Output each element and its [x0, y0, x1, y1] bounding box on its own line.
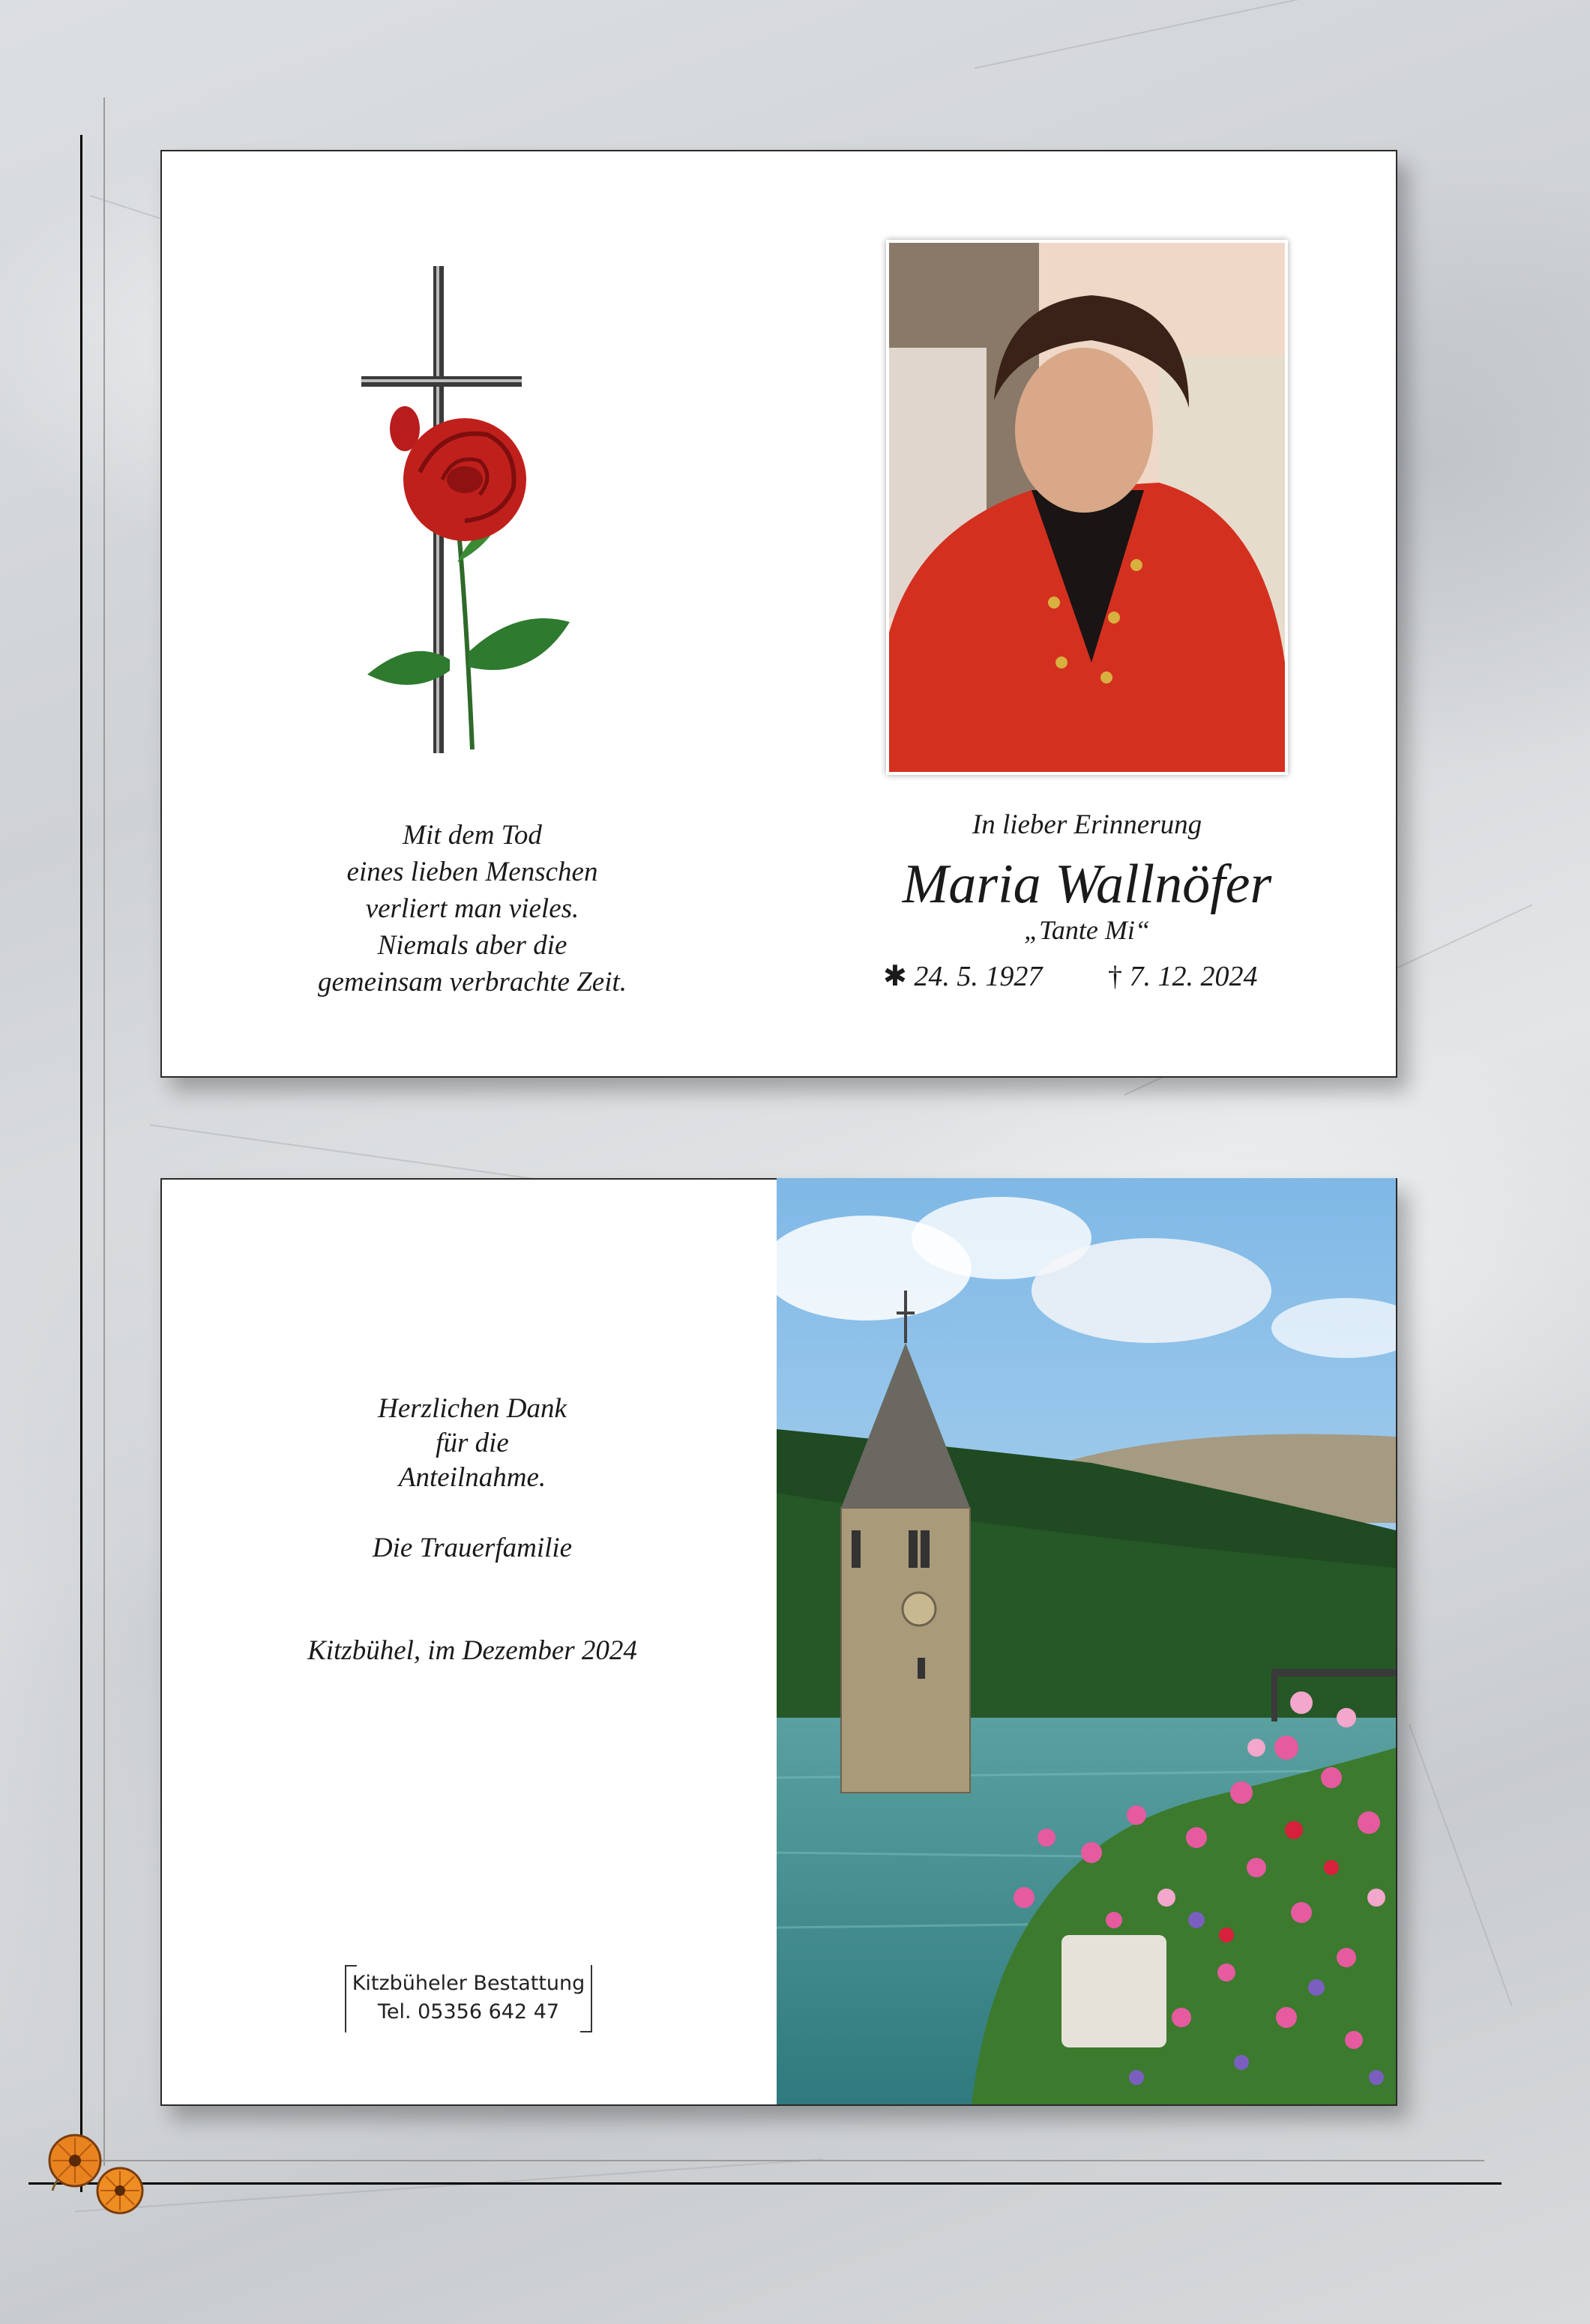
- corner-flowers-icon: [30, 2119, 172, 2224]
- stamp-bracket: [580, 1965, 592, 2032]
- memorial-intro: In lieber Erinnerung: [972, 809, 1202, 840]
- portrait-photo: [886, 240, 1288, 775]
- poem-line: Niemals aber die: [377, 930, 567, 961]
- marble-vein: [1409, 1724, 1513, 2007]
- poem: [240, 817, 705, 1000]
- deceased-nickname: „Tante Mi“: [1024, 915, 1150, 945]
- thanks-line: Anteilnahme.: [398, 1462, 546, 1493]
- undertaker-phone: Tel. 05356 642 47: [377, 2000, 560, 2023]
- birth-date: 24. 5. 1927: [914, 961, 1043, 992]
- place-date: Kitzbühel, im Dezember 2024: [307, 1635, 637, 1666]
- frame-horizontal-thin-line: [75, 2160, 1484, 2161]
- death-date-line: [1108, 958, 1295, 995]
- thanks-line: Herzlichen Dank: [378, 1393, 567, 1424]
- cross-rose-image: [292, 232, 645, 787]
- death-cross-icon: †: [1108, 961, 1122, 992]
- frame-vertical-thin-line: [103, 97, 105, 2166]
- poem-line: verliert man vieles.: [365, 893, 579, 924]
- marble-vein: [75, 2158, 823, 2212]
- frame-horizontal-line: [28, 2182, 1502, 2185]
- poem-line: eines lieben Menschen: [346, 857, 598, 887]
- death-date: 7. 12. 2024: [1129, 961, 1258, 992]
- marble-vein: [975, 0, 1562, 69]
- poem-line: Mit dem Tod: [403, 820, 542, 851]
- lake-church-tower-image: [777, 1178, 1396, 2104]
- poem-line: gemeinsam verbrachte Zeit.: [317, 967, 627, 997]
- undertaker-name: Kitzbüheler Bestattung: [352, 1972, 585, 1995]
- undertaker-stamp: [345, 1965, 592, 2031]
- thanks-line: für die: [436, 1428, 509, 1458]
- birth-star-icon: ✱: [883, 961, 907, 992]
- frame-vertical-line: [80, 135, 82, 2192]
- thanks-block: [240, 1392, 705, 1495]
- birth-date-line: [883, 958, 1108, 995]
- deceased-name: Maria Wallnöfer: [902, 854, 1272, 915]
- family-signature: Die Trauerfamilie: [372, 1533, 573, 1563]
- stamp-bracket: [345, 1965, 357, 2032]
